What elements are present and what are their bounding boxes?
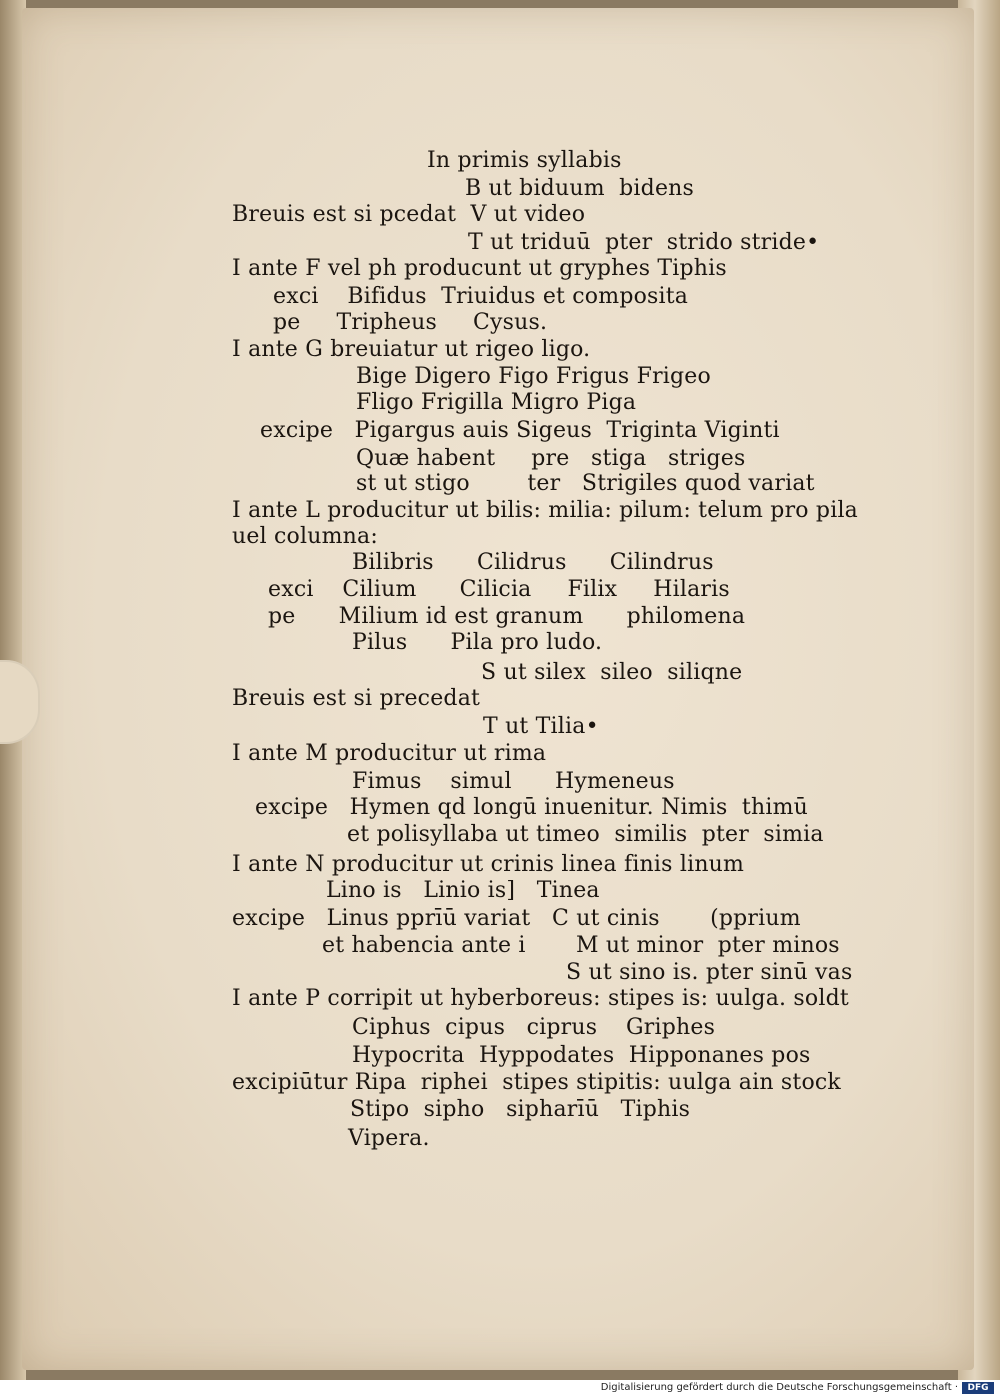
text-line: pe Milium id est granum philomena <box>268 604 746 629</box>
text-line: Bige Digero Figo Frigus Frigeo <box>356 364 711 389</box>
text-line: Fligo Frigilla Migro Piga <box>356 390 637 415</box>
text-line: excipiūtur Ripa riphei stipes stipitis: uulga ain stock <box>232 1070 841 1095</box>
text-line: S ut sino is. pter sinū vas <box>566 960 853 985</box>
text-line: T ut triduū pter strido stride• <box>468 230 820 255</box>
text-line: Hypocrita Hyppodates Hipponanes pos <box>352 1043 811 1068</box>
text-line: B ut biduum bidens <box>465 176 695 201</box>
text-line: exci Cilium Cilicia Filix Hilaris <box>268 577 730 602</box>
text-line: I ante M producitur ut rima <box>232 741 547 766</box>
text-line: Pilus Pila pro ludo. <box>352 630 603 655</box>
text-line: Quæ habent pre stiga striges <box>356 446 746 471</box>
text-line: Breuis est si pcedat V ut video <box>232 202 586 227</box>
footer-credit: Digitalisierung gefördert durch die Deutsche Forschungsgemeinschaft · <box>600 1382 958 1393</box>
text-line: I ante P corripit ut hyberboreus: stipes is: uulga. soldt <box>232 986 849 1011</box>
footer-bar <box>0 1380 1000 1396</box>
text-line: excipe Hymen qd longū inuenitur. Nimis thimū <box>255 795 809 820</box>
text-line: uel columna: <box>232 524 378 549</box>
text-line: Vipera. <box>348 1126 430 1151</box>
text-line: I ante N producitur ut crinis linea finis linum <box>232 852 745 877</box>
text-line: I ante L producitur ut bilis: milia: pilum: telum pro pila <box>232 498 858 523</box>
text-line: excipe Pigargus auis Sigeus Triginta Viginti <box>260 418 780 443</box>
text-line: Bilibris Cilidrus Cilindrus <box>352 550 714 575</box>
text-line: T ut Tilia• <box>483 714 599 739</box>
text-line: In primis syllabis <box>427 148 622 173</box>
text-line: et polisyllaba ut timeo similis pter simia <box>347 822 824 847</box>
text-line: I ante F vel ph producunt ut gryphes Tiphis <box>232 256 727 281</box>
text-line: Stipo sipho sipharīū Tiphis <box>350 1097 691 1122</box>
text-line: excipe Linus pprīū variat C ut cinis (pprium <box>232 906 801 931</box>
text-line: et habencia ante i M ut minor pter minos <box>322 933 840 958</box>
text-line: Breuis est si precedat <box>232 686 481 711</box>
text-line: I ante G breuiatur ut rigeo ligo. <box>232 337 591 362</box>
text-line: exci Bifidus Triuidus et composita <box>273 284 689 309</box>
text-line: Ciphus cipus ciprus Griphes <box>352 1015 716 1040</box>
text-line: Lino is Linio is] Tinea <box>326 878 600 903</box>
text-line: S ut silex sileo siliqne <box>481 660 743 685</box>
text-line: Fimus simul Hymeneus <box>352 769 675 794</box>
text-line: st ut stigo ter Strigiles quod variat <box>356 471 815 496</box>
text-line: pe Tripheus Cysus. <box>273 310 548 335</box>
dfg-logo: DFG <box>962 1382 994 1394</box>
